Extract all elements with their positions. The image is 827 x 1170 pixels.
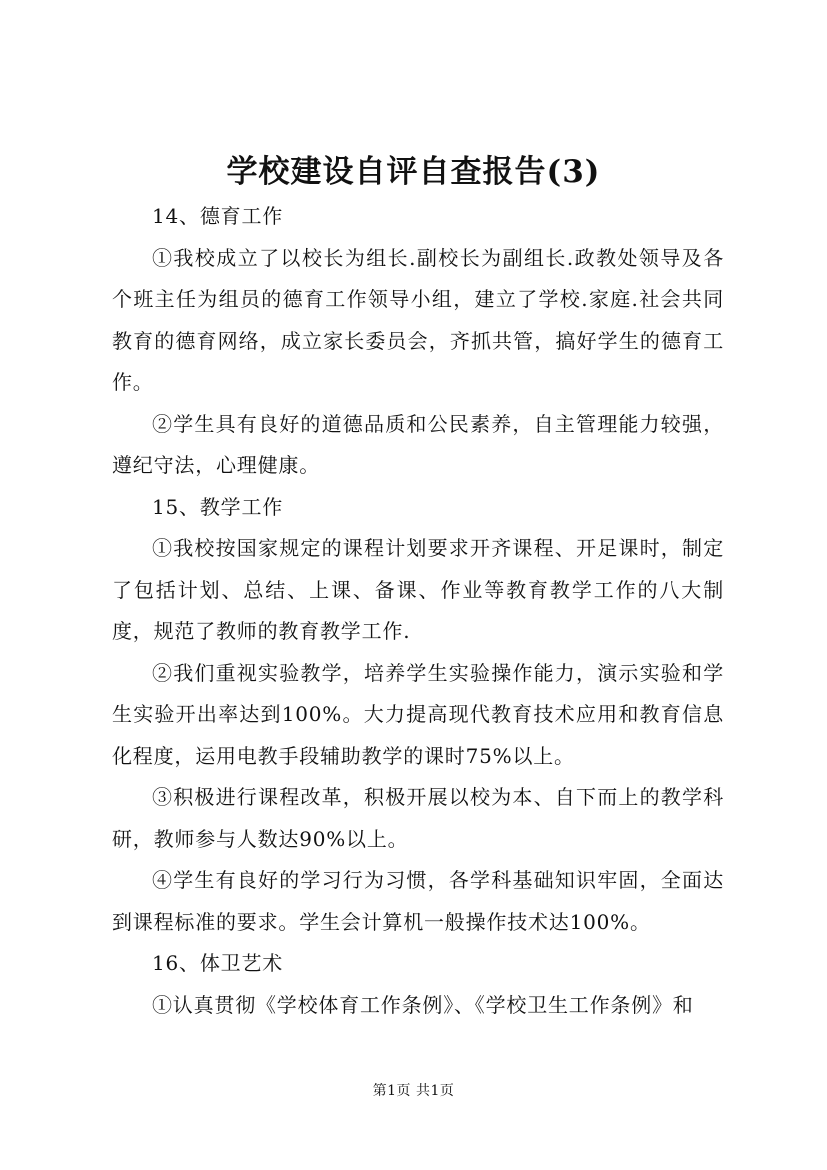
section-heading-sports-health-arts: 16、体卫艺术 [152, 951, 284, 975]
page-footer: 第1页 共1页 [372, 1083, 455, 1099]
paragraph: ④学生有良好的学习行为习惯，各学科基础知识牢固，全面达到课程标准的要求。学生会计算机一般操作技术达100%。 [112, 868, 724, 934]
section-heading-moral-education: 14、德育工作 [152, 204, 284, 228]
paragraph: ①我校成立了以校长为组长.副校长为副组长.政教处领导及各个班主任为组员的德育工作领导小组，建立了学校.家庭.社会共同教育的德育网络，成立家长委员会，齐抓共管，搞好学生的德育工作。 [112, 245, 724, 394]
paragraph: ③积极进行课程改革，积极开展以校为本、自下而上的教学科研，教师参与人数达90%以上。 [112, 785, 724, 851]
document-body [112, 196, 724, 1026]
paragraph: ①我校按国家规定的课程计划要求开齐课程、开足课时，制定了包括计划、总结、上课、备课、作业等教育教学工作的八大制度，规范了教师的教育教学工作. [112, 536, 724, 643]
paragraph: ②学生具有良好的道德品质和公民素养，自主管理能力较强，遵纪守法，心理健康。 [112, 411, 724, 477]
paragraph: ①认真贯彻《学校体育工作条例》、《学校卫生工作条例》和 [152, 992, 694, 1017]
document-title: 学校建设自评自查报告(3) [226, 154, 601, 190]
paragraph: ②我们重视实验教学，培养学生实验操作能力，演示实验和学生实验开出率达到100%。大力提高现代教育技术应用和教育信息化程度，运用电教手段辅助教学的课时75%以上。 [112, 660, 724, 768]
section-heading-teaching: 15、教学工作 [152, 494, 284, 519]
